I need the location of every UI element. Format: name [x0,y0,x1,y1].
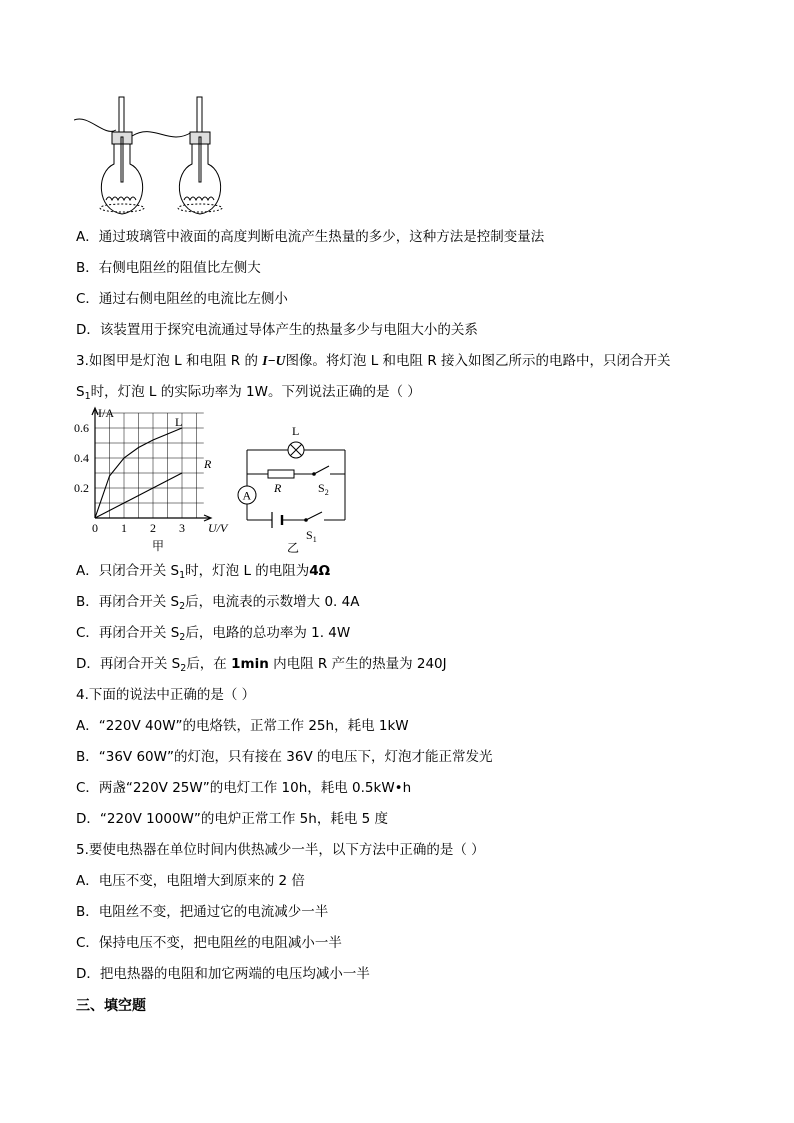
q3-c-sub: 2 [179,632,186,643]
q3-stem-text-a: 3.如图甲是灯泡 L 和电阻 R 的 [76,353,263,369]
q5-option-a: A．电压不变，电阻增大到原来的 2 倍 [76,873,305,889]
q2-option-a: A．通过玻璃管中液面的高度判断电流产生热量的多少，这种方法是控制变量法 [76,229,545,245]
q3-stem-text-b: 图像。将灯泡 L 和电阻 R 接入如图乙所示的电路中，只闭合开关 [285,353,671,369]
lamp-symbol [288,442,304,458]
q3-stem-sub: 1 [84,391,91,402]
q4-option-c: C．两盏“220V 25W”的电灯工作 10h，耗电 0.5kW•h [76,780,412,796]
x-tick-labels [92,521,185,535]
q5-stem: 5.要使电热器在单位时间内供热减少一半，以下方法中正确的是（ ） [76,842,485,858]
graph-grid [95,413,204,518]
q3-d-bold: 1min [231,656,269,672]
x-tick-label: 3 [179,521,185,535]
switch2-symbol [313,466,329,475]
y-tick-labels [74,421,89,495]
q3-b-pre: B．再闭合开关 S [76,594,180,610]
q3-stem-line1 [76,352,671,370]
left-flask [100,97,144,214]
q4-stem: 4.下面的说法中正确的是（ ） [76,687,256,703]
ammeter-label: A [242,488,252,503]
q5-option-b: B．电阻丝不变，把通过它的电流减少一半 [76,904,329,920]
q4-option-d: D．“220V 1000W”的电炉正常工作 5h，耗电 5 度 [76,811,388,827]
y-axis-label: I/A [98,406,114,420]
iu-graph [70,404,235,554]
q4-option-b: B．“36V 60W”的灯泡，只有接在 36V 的电压下，灯泡才能正常发光 [76,749,493,765]
q4-option-a: A．“220V 40W”的电烙铁，正常工作 25h，耗电 1kW [76,718,409,734]
q3-d-sub: 2 [180,663,187,674]
curve-l-label: L [175,415,183,429]
section-title: 三、填空题 [76,998,146,1014]
graph-axes [92,408,211,521]
q3-a-pre: A．只闭合开关 S [76,563,180,579]
resistor-symbol [268,470,294,478]
y-tick-label: 0.4 [74,451,89,465]
x-tick-label: 2 [150,521,156,535]
x-axis-label: U/V [208,521,228,535]
q3-a-bold: 4Ω [309,563,331,579]
q3-stem-iu: I−U [262,353,286,368]
circuit-caption: 乙 [287,541,300,555]
q3-d-post: 内电阻 R 产生的热量为 240J [268,656,447,672]
q3-d-pre: D．再闭合开关 S [76,656,181,672]
q3-a-post: 时，灯泡 L 的电阻为 [185,563,310,579]
q3-d-mid: 后，在 [186,656,232,672]
q5-option-d: D．把电热器的电阻和加它两端的电压均减小一半 [76,966,370,982]
q3-a-sub: 1 [179,570,186,581]
connecting-wire [74,119,192,137]
circuit-diagram [232,420,357,556]
x-tick-label: 1 [121,521,127,535]
q3-option-b [76,593,359,616]
q2-option-d: D．该装置用于探究电流通过导体产生的热量多少与电阻大小的关系 [76,322,478,338]
q3-c-pre: C．再闭合开关 S [76,625,180,641]
q3-stem-s: S [76,384,85,400]
switch1-symbol [305,512,322,521]
right-flask [178,97,222,214]
q2-option-b: B．右侧电阻丝的阻值比左侧大 [76,260,261,276]
lamp-label: L [292,424,300,438]
q5-option-c: C．保持电压不变，把电阻丝的电阻减小一半 [76,935,342,951]
q3-stem-line2 [76,383,421,406]
q2-option-c: C．通过右侧电阻丝的电流比左侧小 [76,291,288,307]
curve-r-label: R [204,457,212,471]
y-tick-label: 0.2 [74,481,89,495]
q3-option-c [76,624,350,647]
switch1-label: $S_1$ [306,528,317,544]
graph-caption: 甲 [152,539,165,553]
q3-stem-rest: 时，灯泡 L 的实际功率为 1W。下列说法正确的是（ ） [90,384,421,400]
y-tick-label: 0.6 [74,421,89,435]
circuit-wires [247,450,345,520]
q3-b-sub: 2 [179,601,186,612]
q3-option-d [76,655,447,678]
resistor-label: R [274,481,282,495]
battery-symbol [272,512,282,528]
flask-apparatus-figure [74,92,254,222]
x-tick-label: 0 [92,521,98,535]
q3-option-a [76,562,330,585]
switch2-label: $S_2$ [318,481,329,497]
q3-c-post: 后，电路的总功率为 1. 4W [185,625,351,641]
q3-b-post: 后，电流表的示数增大 0. 4A [185,594,360,610]
